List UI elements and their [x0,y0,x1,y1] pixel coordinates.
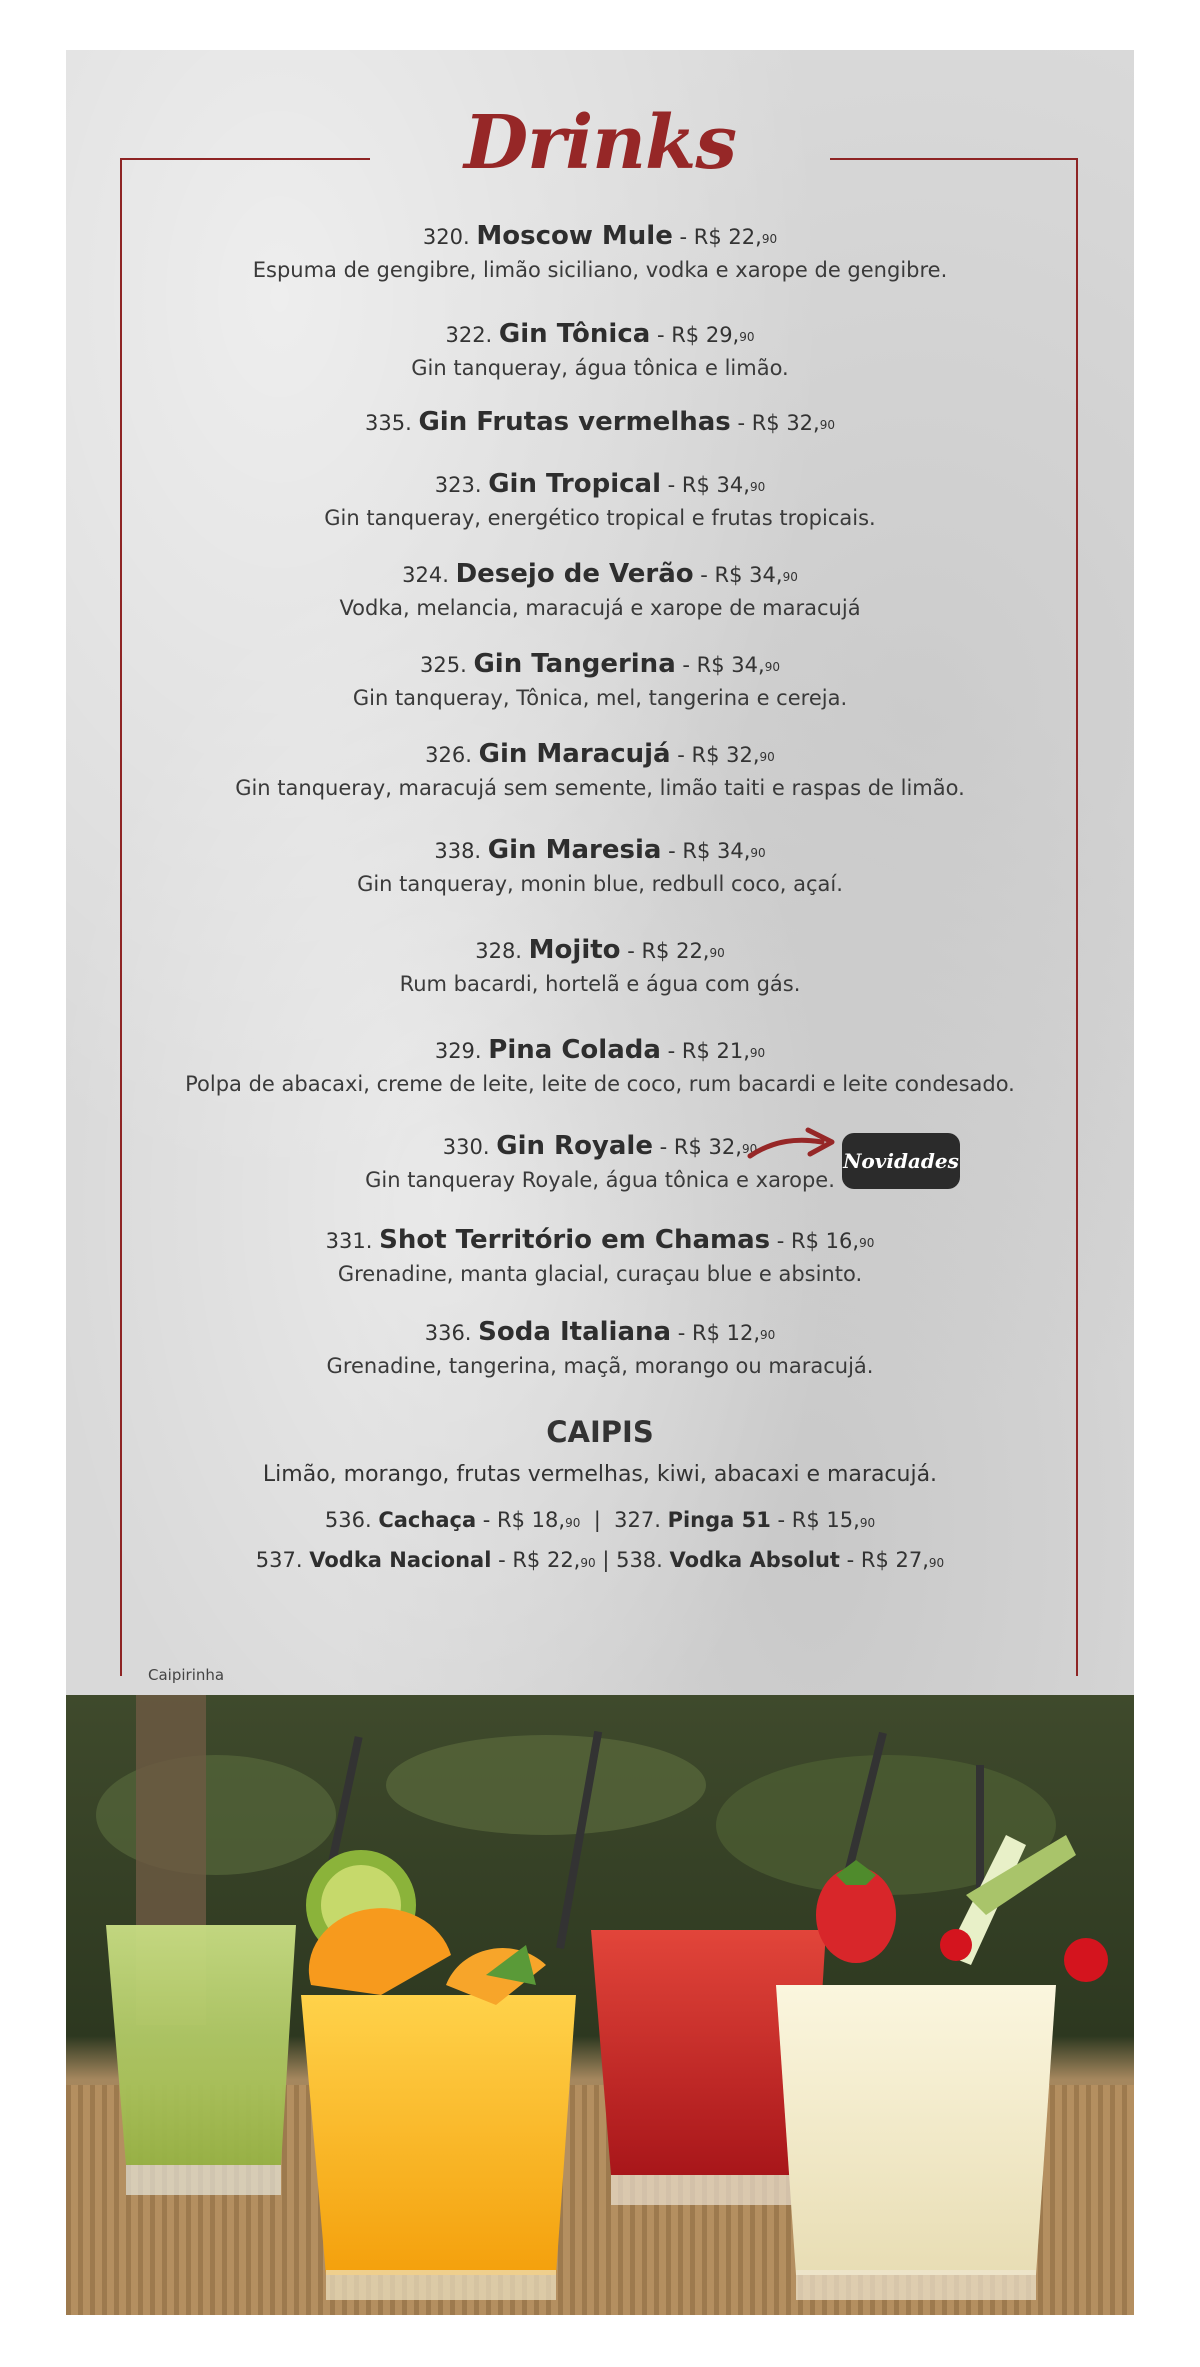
drink-item: 329. Pina Colada - R$ 21,90 Polpa de abacaxi, creme de leite, leite de coco, rum bacardi e leite condesado. [0,1034,1200,1099]
drink-name: Soda Italiana [478,1317,672,1347]
drink-name: Gin Maracujá [478,739,671,769]
drink-name: Gin Royale [496,1131,653,1161]
drink-item: 325. Gin Tangerina - R$ 34,90 Gin tanqueray, Tônica, mel, tangerina e cereja. [0,648,1200,713]
frame-line-top-right [830,158,1078,160]
drink-item: 338. Gin Maresia - R$ 34,90 Gin tanqueray, monin blue, redbull coco, açaí. [0,834,1200,899]
drink-description: Gin tanqueray, monin blue, redbull coco, açaí. [357,872,843,896]
arrow-icon [746,1122,838,1164]
menu-title: Drinks [463,100,736,186]
drink-description: Gin tanqueray, maracujá sem semente, limão taiti e raspas de limão. [235,776,965,800]
drink-price: - R$ 12, [671,1321,760,1345]
drink-name: Gin Tônica [498,319,651,349]
drink-price: - R$ 22, [620,939,710,963]
drink-item: 336. Soda Italiana - R$ 12,90 Grenadine, tangerina, maçã, morango ou maracujá. [0,1316,1200,1381]
drink-description: Espuma de gengibre, limão siciliano, vodka e xarope de gengibre. [252,258,948,282]
drink-price: - R$ 34, [661,473,750,497]
drink-description: Vodka, melancia, maracujá e xarope de maracujá [339,596,861,620]
drink-name: Gin Tropical [488,469,661,499]
caipis-price-row: 536. Cachaça - R$ 18,90 | 327. Pinga 51 - R$ 15,90 [324,1508,876,1532]
drink-item: 324. Desejo de Verão - R$ 34,90 Vodka, melancia, maracujá e xarope de maracujá [0,558,1200,623]
drink-price: - R$ 16, [770,1229,860,1253]
drink-item: 326. Gin Maracujá - R$ 32,90 Gin tanqueray, maracujá sem semente, limão taiti e raspas de limão. [0,738,1200,803]
drink-price: - R$ 29, [650,323,740,347]
drink-price: - R$ 32, [652,1135,742,1159]
drink-price: - R$ 34, [661,839,751,863]
drink-price: - R$ 32, [670,743,760,767]
drink-description: Polpa de abacaxi, creme de leite, leite de coco, rum bacardi e leite condesado. [185,1072,1015,1096]
drink-description: Gin tanqueray, energético tropical e frutas tropicais. [324,506,876,530]
drink-item: 335. Gin Frutas vermelhas - R$ 32,90 [364,407,835,437]
caipis-price-row: 537. Vodka Nacional - R$ 22,90 | 538. Vodka Absolut - R$ 27,90 [255,1548,945,1572]
drink-description: Grenadine, tangerina, maçã, morango ou maracujá. [326,1354,874,1378]
drink-item: 323. Gin Tropical - R$ 34,90 Gin tanqueray, energético tropical e frutas tropicais. [0,468,1200,533]
drink-description: Gin tanqueray, água tônica e limão. [411,356,789,380]
drink-name: Gin Frutas vermelhas [418,407,731,437]
drink-item: 328. Mojito - R$ 22,90 Rum bacardi, hortelã e água com gás. [0,934,1200,999]
drink-price: - R$ 22, [672,225,762,249]
frame-line-top-left [120,158,370,160]
drink-item: 330. Gin Royale - R$ 32,90 Gin tanqueray Royale, água tônica e xarope. [0,1130,1200,1195]
drink-description: Rum bacardi, hortelã e água com gás. [399,972,801,996]
drink-name: Gin Tangerina [473,649,676,679]
drink-name: Pina Colada [488,1035,661,1065]
drink-item: 331. Shot Território em Chamas - R$ 16,90 Grenadine, manta glacial, curaçau blue e absinto. [0,1224,1200,1289]
drink-price: - R$ 34, [693,563,783,587]
drink-description: Grenadine, manta glacial, curaçau blue e absinto. [337,1262,863,1286]
drink-item: 320. Moscow Mule - R$ 22,90 Espuma de gengibre, limão siciliano, vodka e xarope de gengibre. [0,220,1200,285]
drink-name: Moscow Mule [476,221,673,251]
drink-price: - R$ 32, [730,411,820,435]
drink-description: Gin tanqueray, Tônica, mel, tangerina e cereja. [352,686,848,710]
drink-name: Gin Maresia [487,835,662,865]
drink-price: - R$ 34, [675,653,765,677]
drink-name: Desejo de Verão [455,559,694,589]
drink-description: Gin tanqueray Royale, água tônica e xarope. [365,1168,835,1192]
photo-caption: Caipirinha [148,1666,225,1684]
drink-item: 322. Gin Tônica - R$ 29,90 Gin tanqueray, água tônica e limão. [0,318,1200,383]
drink-price: - R$ 21, [660,1039,750,1063]
caipirinha-photo [66,1695,1134,2315]
caipis-heading: CAIPIS [546,1415,654,1449]
novidades-badge: Novidades [842,1133,960,1189]
caipis-description: Limão, morango, frutas vermelhas, kiwi, abacaxi e maracujá. [262,1462,938,1487]
drink-name: Shot Território em Chamas [379,1225,771,1255]
drink-name: Mojito [528,935,621,965]
